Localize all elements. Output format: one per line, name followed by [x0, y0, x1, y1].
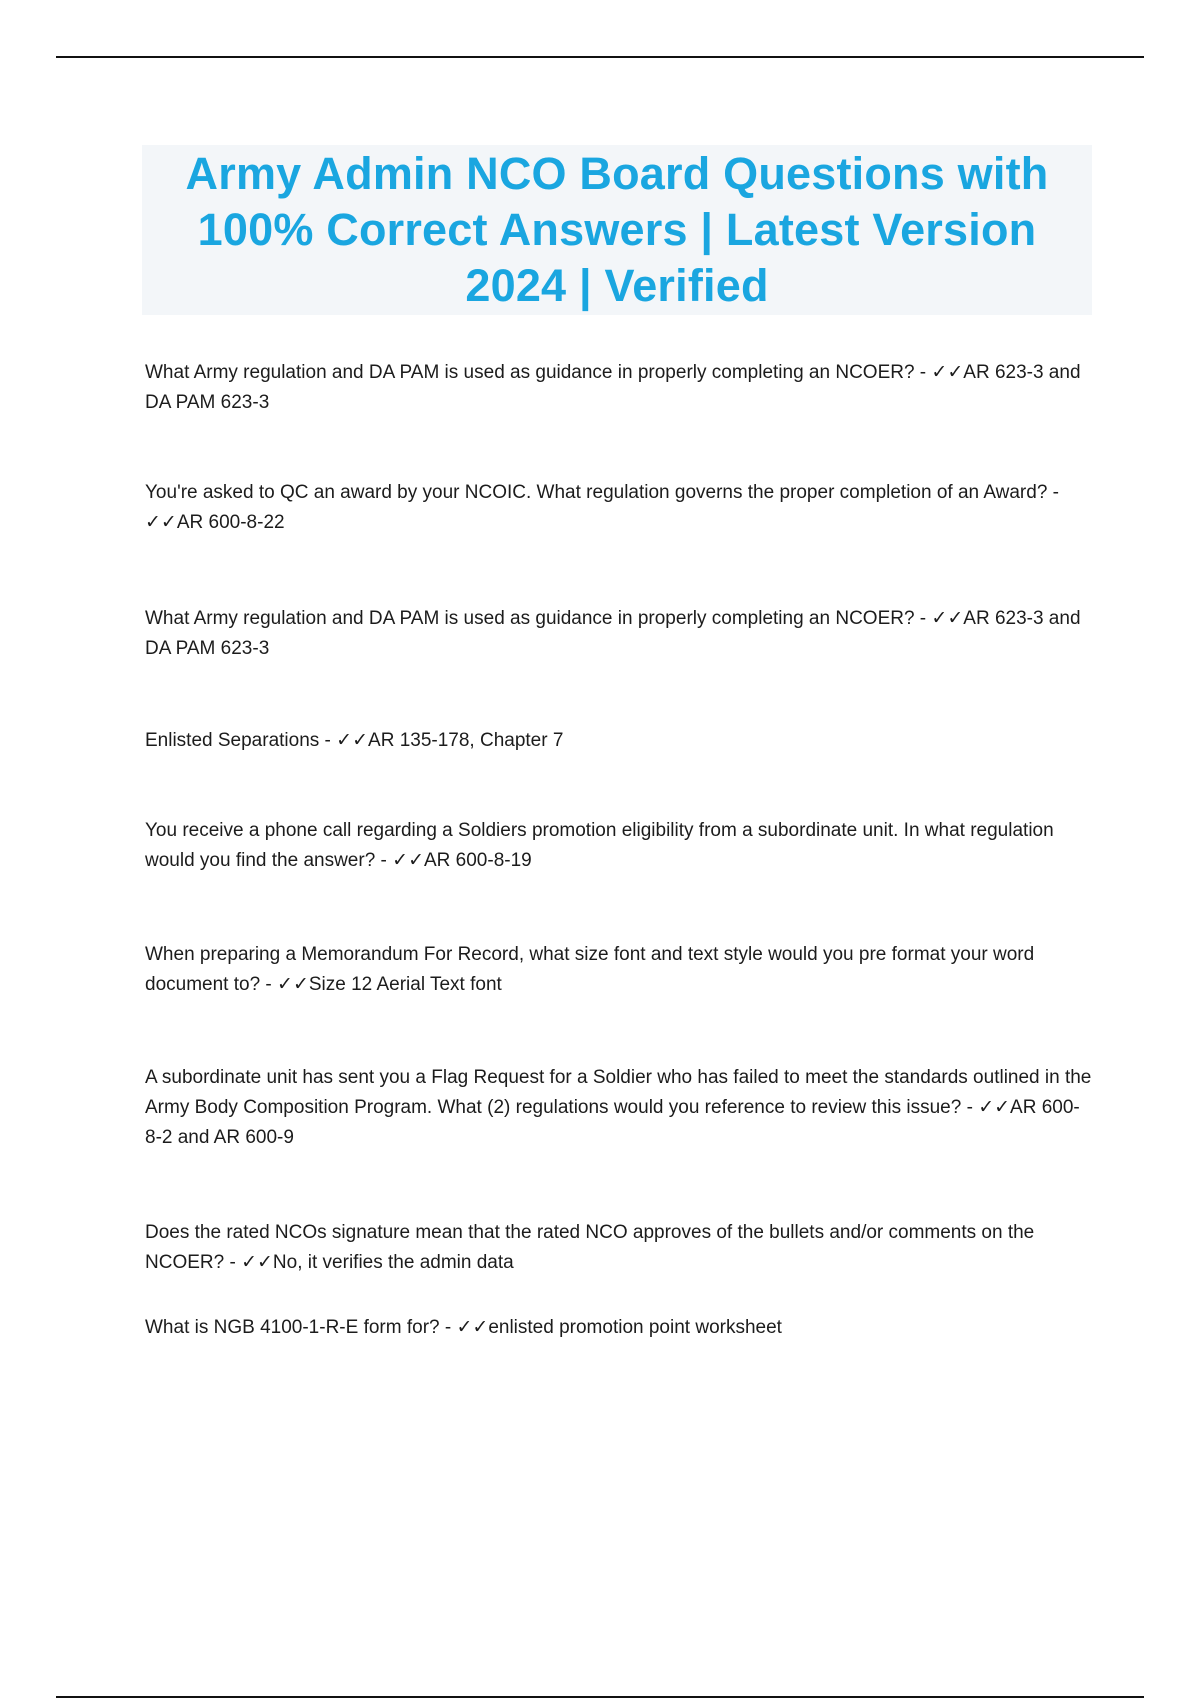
- question-text: A subordinate unit has sent you a Flag Request for a Soldier who has failed to meet the standards outlined in the Army Body Composition Program. What (2) regulations would you reference to review this issue? -: [145, 1067, 1092, 1118]
- question-text: What Army regulation and DA PAM is used as guidance in properly completing an NCOER? -: [145, 362, 927, 383]
- check-mark-icon: ✓✓: [145, 512, 177, 533]
- check-mark-icon: ✓✓: [456, 1317, 489, 1338]
- check-mark-icon: ✓✓: [241, 1252, 273, 1273]
- top-rule: [56, 56, 1144, 58]
- question-text: When preparing a Memorandum For Record, what size font and text style would you pre format your word document to? -: [145, 944, 1035, 995]
- bottom-rule: [56, 1696, 1144, 1698]
- question-text: Enlisted Separations -: [145, 730, 331, 751]
- answer-text: AR 135-178, Chapter 7: [368, 730, 564, 751]
- qa-item: [145, 1063, 1095, 1153]
- answer-text: AR 600-8-2 and AR 600-9: [145, 1097, 1080, 1148]
- question-text: You're asked to QC an award by your NCOIC. What regulation governs the proper completion of an Award? -: [145, 482, 1060, 503]
- answer-text: AR 600-8-19: [424, 850, 532, 871]
- answer-text: enlisted promotion point worksheet: [488, 1317, 782, 1338]
- question-text: Does the rated NCOs signature mean that the rated NCO approves of the bullets and/or comments on the NCOER? -: [145, 1222, 1035, 1273]
- answer-text: AR 600-8-22: [176, 512, 285, 533]
- answer-text: Size 12 Aerial Text font: [308, 974, 502, 995]
- qa-item: [145, 1313, 1095, 1343]
- check-mark-icon: ✓✓: [277, 974, 309, 995]
- check-mark-icon: ✓✓: [336, 730, 369, 751]
- question-text: What Army regulation and DA PAM is used as guidance in properly completing an NCOER? -: [145, 608, 927, 629]
- document-title: Army Admin NCO Board Questions with 100% Correct Answers | Latest Version 2024 | Verified: [185, 148, 1049, 311]
- qa-item: [145, 816, 1095, 876]
- answer-text: AR 623-3 and DA PAM 623-3: [145, 362, 1081, 413]
- check-mark-icon: ✓✓: [931, 362, 964, 383]
- answer-text: AR 623-3 and DA PAM 623-3: [145, 608, 1081, 659]
- qa-item: [145, 478, 1095, 538]
- qa-item: [145, 604, 1095, 664]
- qa-item: [145, 1218, 1095, 1278]
- title-banner: [142, 145, 1092, 315]
- check-mark-icon: ✓✓: [392, 850, 424, 871]
- qa-item: [145, 358, 1095, 418]
- qa-item: [145, 726, 1095, 756]
- qa-item: [145, 940, 1095, 1000]
- check-mark-icon: ✓✓: [931, 608, 964, 629]
- answer-text: No, it verifies the admin data: [272, 1252, 514, 1273]
- check-mark-icon: ✓✓: [978, 1097, 1011, 1118]
- question-text: What is NGB 4100-1-R-E form for? -: [145, 1317, 452, 1338]
- question-text: You receive a phone call regarding a Soldiers promotion eligibility from a subordinate unit. In what regulation would you find the answer? -: [145, 820, 1054, 871]
